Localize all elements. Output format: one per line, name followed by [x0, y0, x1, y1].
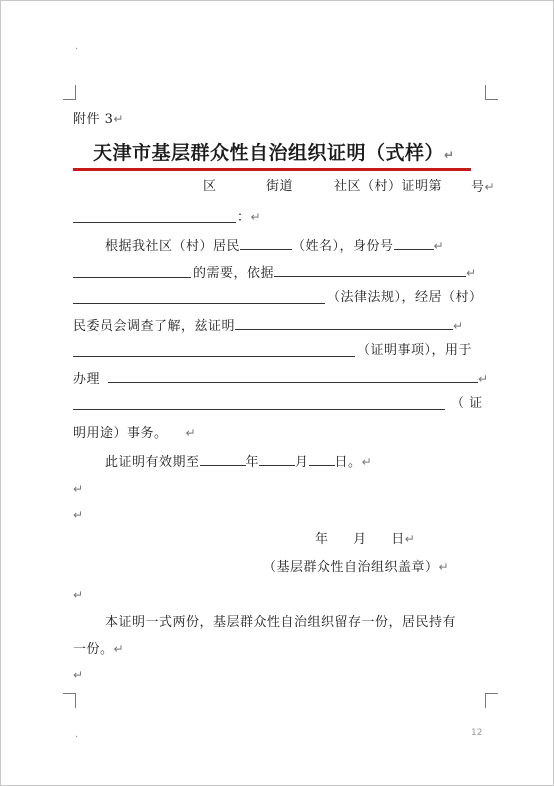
recipient-colon: ：↵ [237, 210, 262, 225]
para1-line6: （证明事项），用于 [357, 343, 473, 358]
empty-paragraph-2: ↵ [73, 508, 84, 522]
document-title: 天津市基层群众性自治组织证明（式样）↵ [93, 142, 455, 164]
para1-line7: 办理 ↵ [73, 372, 489, 387]
signature-seal: （基层群众性自治组织盖章）↵ [263, 560, 450, 575]
empty-paragraph-1: ↵ [73, 482, 84, 496]
para1-line4: （法律法规），经居（村） [327, 290, 483, 305]
corner-dot: . [75, 41, 79, 52]
blank-recipient [73, 222, 236, 223]
para1-line9: 明用途）事务。 ↵ [73, 426, 197, 441]
note-line2: 一份。↵ [73, 642, 125, 657]
crop-mark-bottom-left [63, 693, 76, 708]
attachment-label: 附件 3↵ [73, 112, 124, 127]
header-cert-number: 社区（村）证明第 [334, 179, 443, 194]
header-number-suffix: 号↵ [471, 180, 496, 195]
note-line1: 本证明一式两份，基层群众性自治组织留存一份，居民持有 [105, 615, 457, 630]
header-district: 区 [203, 179, 217, 194]
corner-dot: . [75, 729, 79, 740]
para1-line8: （ 证 [451, 396, 483, 411]
blank-law [73, 303, 325, 304]
crop-mark-bottom-right [485, 693, 498, 708]
blank-purpose [73, 409, 445, 410]
header-street: 街道 [266, 179, 294, 194]
page-number: 12 [471, 728, 483, 738]
para1-line3: 的需要，依据 ↵ [193, 266, 477, 281]
title-red-rule [73, 168, 471, 171]
signature-date: 年 月 日↵ [315, 532, 416, 547]
blank-matter [73, 356, 355, 357]
blank-need [73, 277, 191, 278]
para1-line5: 民委员会调查了解，兹证明 ↵ [73, 319, 464, 334]
empty-paragraph-3: ↵ [73, 588, 84, 602]
crop-mark-top-left [63, 85, 76, 100]
empty-paragraph-4: ↵ [73, 668, 84, 682]
para1-line2: 根据我社区（村）居民 （姓名），身份号 ↵ [105, 239, 445, 254]
crop-mark-top-right [485, 85, 498, 100]
validity-line: 此证明有效期至 年 月 日。↵ [105, 455, 373, 470]
